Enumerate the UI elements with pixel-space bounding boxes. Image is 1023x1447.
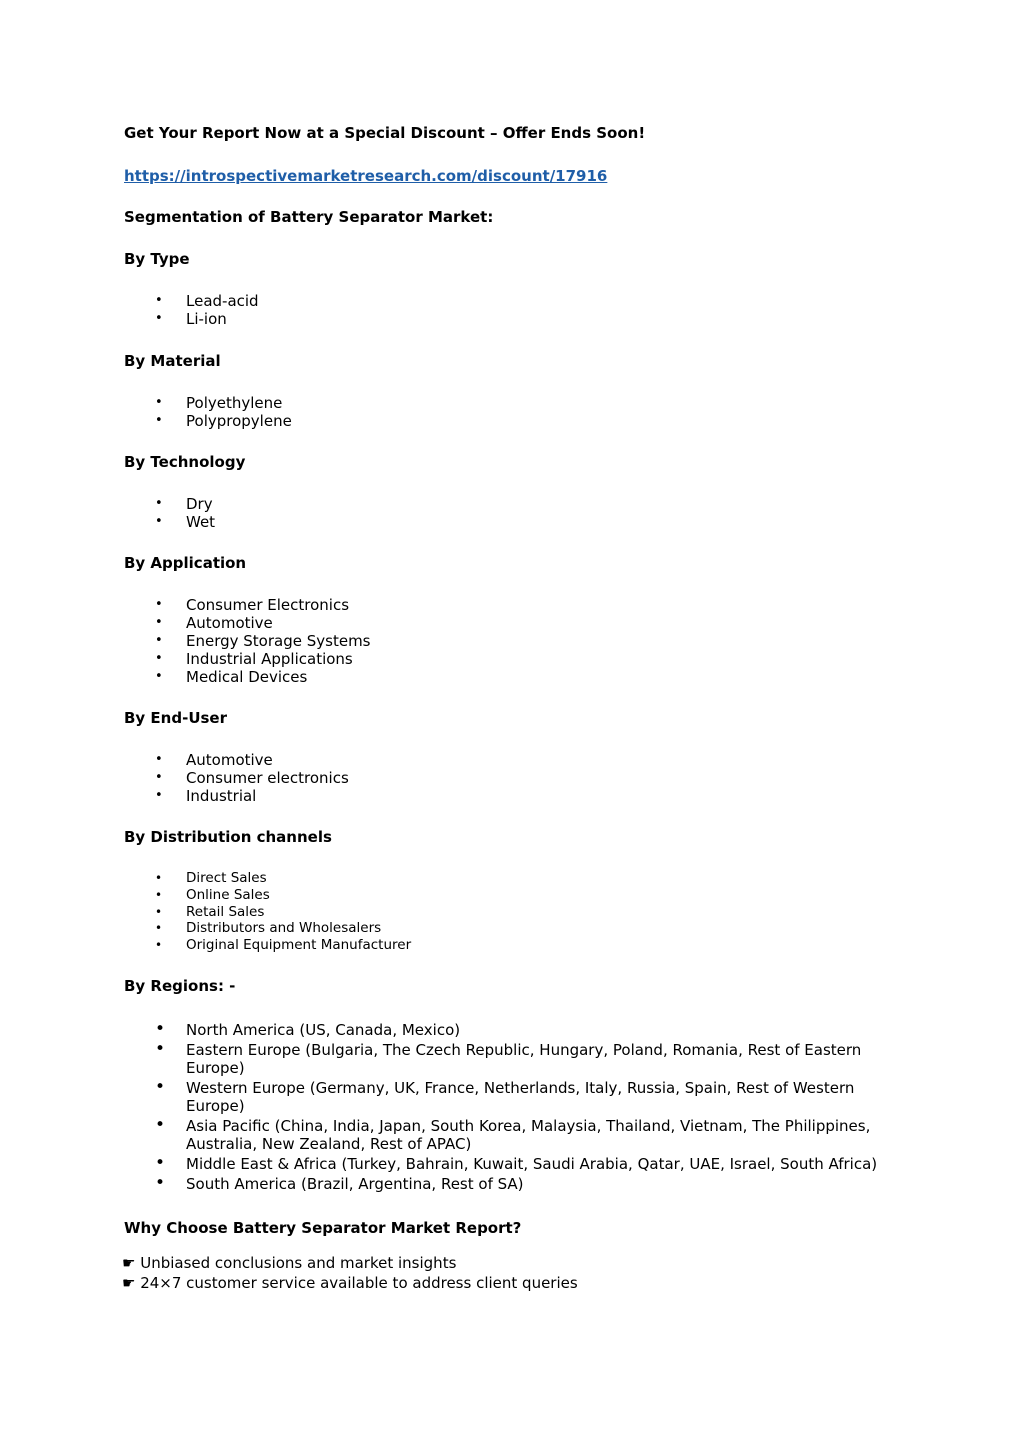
list-item: • Polyethylene [155, 394, 283, 412]
list-item: • Consumer Electronics [155, 596, 350, 614]
list-item: • Wet [155, 513, 216, 531]
list-item: • Distributors and Wholesalers [155, 920, 382, 937]
list-item: • Dry [155, 495, 213, 513]
bullet-icon: • [155, 1039, 166, 1059]
list-item: • Eastern Europe (Bulgaria, The Czech Republic, Hungary, Poland, Romania, Rest of Eastern Europe) [155, 1039, 862, 1077]
list-item: • Western Europe (Germany, UK, France, Netherlands, Italy, Russia, Spain, Rest of Western Europe) [155, 1077, 855, 1115]
bullet-icon: • [155, 887, 163, 902]
section-heading-material: By Material [124, 352, 221, 370]
list-item: • Automotive [155, 751, 273, 769]
list-item: • Retail Sales [155, 903, 265, 920]
bullet-icon: • [155, 651, 163, 666]
bullet-icon: • [155, 1173, 166, 1193]
list-regions [124, 1021, 914, 1193]
bullet-icon: • [155, 615, 163, 630]
list-item: • North America (US, Canada, Mexico) [155, 1019, 461, 1039]
bullet-icon: • [155, 311, 163, 326]
bullet-icon: • [155, 788, 163, 803]
list-end-user [124, 751, 914, 805]
list-item: • Medical Devices [155, 668, 308, 686]
list-item: • Polypropylene [155, 412, 292, 430]
list-item: • Consumer electronics [155, 769, 349, 787]
segmentation-title: Segmentation of Battery Separator Market: [124, 208, 494, 226]
why-item: ☛ Unbiased conclusions and market insights [122, 1254, 457, 1272]
bullet-icon: • [155, 770, 163, 785]
list-technology [124, 495, 914, 531]
section-heading-type: By Type [124, 250, 190, 268]
list-item: • Middle East & Africa (Turkey, Bahrain, Kuwait, Saudi Arabia, Qatar, UAE, Israel, South Africa) [155, 1153, 878, 1173]
bullet-icon: • [155, 293, 163, 308]
list-distribution [124, 870, 914, 954]
list-item: • Asia Pacific (China, India, Japan, South Korea, Malaysia, Thailand, Vietnam, The Philippines, Australia, New Zealand, Rest of APAC) [155, 1115, 871, 1153]
bullet-icon: • [155, 904, 163, 919]
bullet-icon: • [155, 514, 163, 529]
offer-headline: Get Your Report Now at a Special Discount – Offer Ends Soon! [124, 124, 646, 142]
list-item: • Industrial Applications [155, 650, 353, 668]
bullet-icon: • [155, 871, 163, 885]
bullet-icon: • [155, 597, 163, 612]
bullet-icon: • [155, 633, 163, 648]
list-item: • Original Equipment Manufacturer [155, 937, 412, 954]
bullet-icon: • [155, 395, 163, 410]
bullet-icon: • [155, 413, 163, 428]
bullet-icon: • [155, 752, 163, 767]
bullet-icon: • [155, 921, 163, 936]
bullet-icon: • [155, 496, 163, 511]
list-item: • Direct Sales [155, 870, 267, 886]
bullet-icon: • [155, 1077, 166, 1097]
list-item: • Automotive [155, 614, 273, 632]
list-item: • Online Sales [155, 886, 270, 903]
list-item: • Lead-acid [155, 292, 259, 310]
bullet-icon: • [155, 938, 163, 953]
list-item: • South America (Brazil, Argentina, Rest of SA) [155, 1173, 524, 1193]
list-material [124, 394, 914, 430]
section-heading-application: By Application [124, 554, 247, 572]
list-item: • Li-ion [155, 310, 227, 328]
section-heading-regions: By Regions: - [124, 977, 236, 995]
why-item: ☛ 24×7 customer service available to address client queries [122, 1273, 578, 1292]
section-heading-end-user: By End-User [124, 709, 228, 727]
why-heading: Why Choose Battery Separator Market Report? [124, 1219, 522, 1237]
section-heading-distribution: By Distribution channels [124, 828, 332, 846]
bullet-icon: • [155, 1153, 166, 1173]
list-item: • Energy Storage Systems [155, 632, 371, 650]
section-heading-technology: By Technology [124, 453, 246, 471]
bullet-icon: • [155, 1115, 166, 1135]
bullet-icon: • [155, 669, 163, 684]
list-type [124, 292, 914, 328]
list-item: • Industrial [155, 787, 257, 805]
list-application [124, 596, 914, 686]
discount-link[interactable]: https://introspectivemarketresearch.com/discount/17916 [124, 167, 608, 185]
bullet-icon: • [155, 1019, 166, 1039]
